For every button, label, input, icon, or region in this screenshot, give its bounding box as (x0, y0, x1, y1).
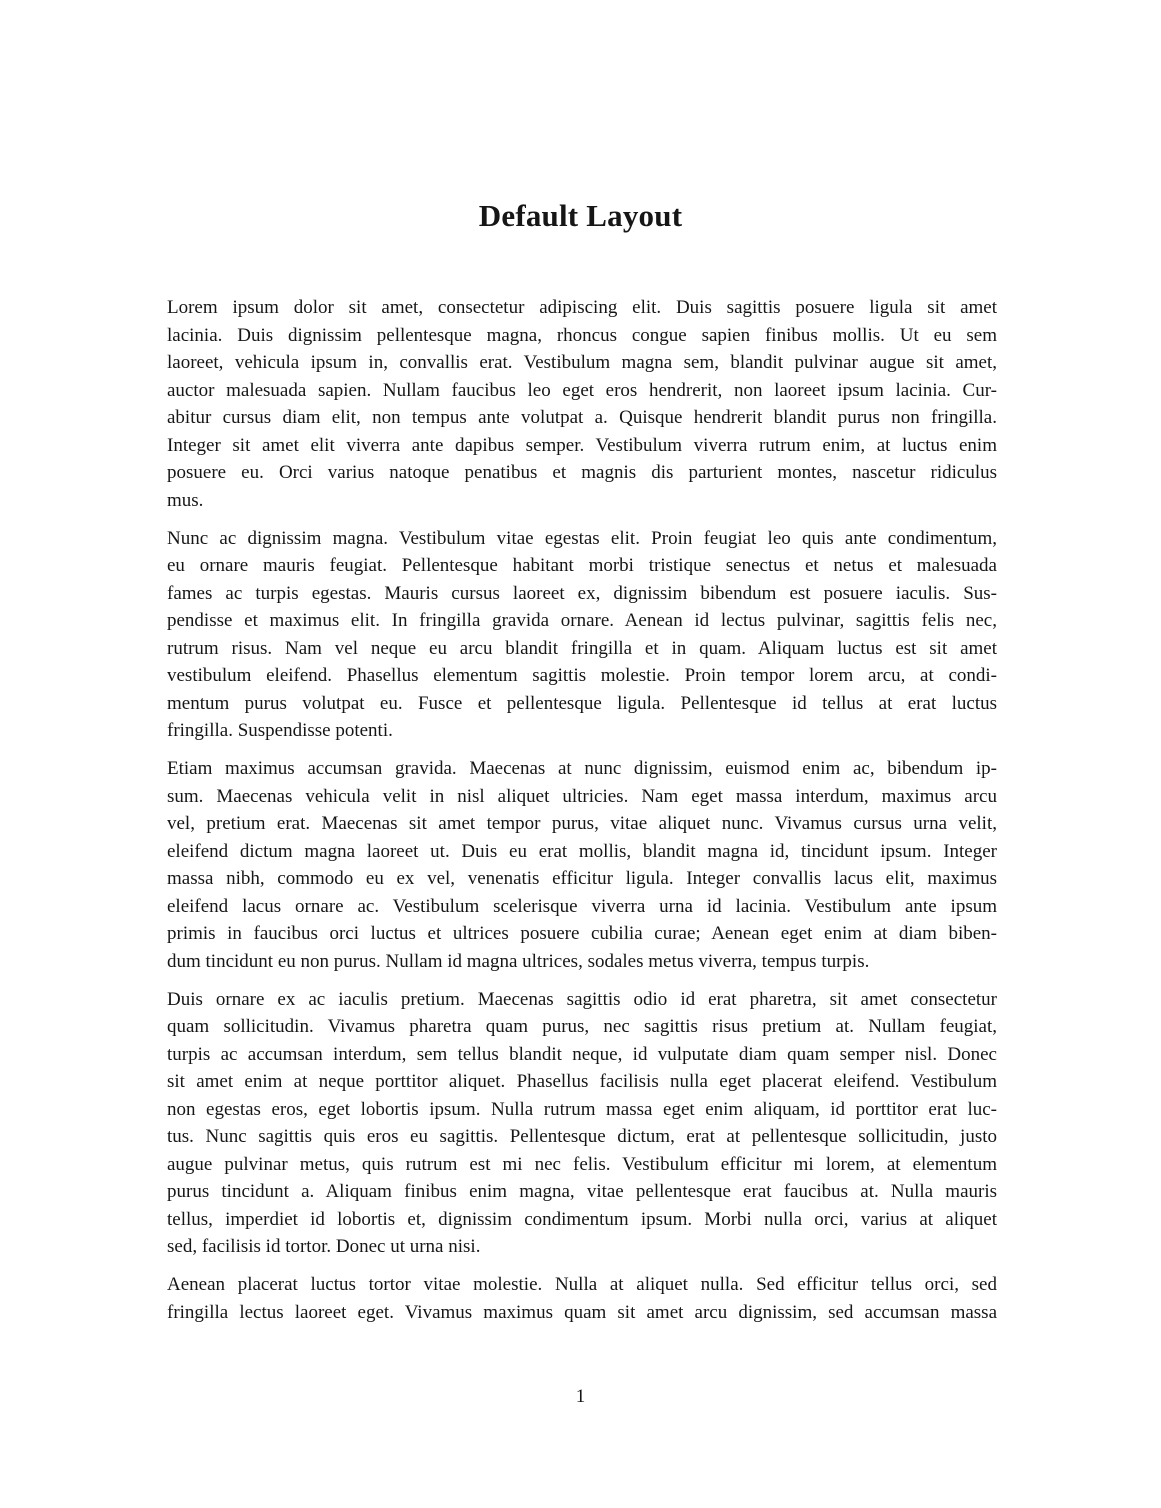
text-line: turpis ac accumsan interdum, sem tellus blandit neque, id vulputate diam quam semper nisl. Donec (167, 1043, 997, 1065)
text-line: primis in faucibus orci luctus et ultrices posuere cubilia curae; Aenean eget enim at diam biben- (167, 923, 997, 944)
text-line: tus. Nunc sagittis quis eros eu sagittis. Pellentesque dictum, erat at pellentesque sollicitudin, justo (167, 1126, 997, 1147)
text-line: augue pulvinar metus, quis rutrum est mi nec felis. Vestibulum efficitur mi lorem, at elementum (167, 1153, 997, 1175)
text-line: posuere eu. Orci varius natoque penatibus et magnis dis parturient montes, nascetur ridiculus (167, 462, 997, 483)
text-line: eu ornare mauris feugiat. Pellentesque habitant morbi tristique senectus et netus et malesuada (167, 555, 997, 576)
text-line: Integer sit amet elit viverra ante dapibus semper. Vestibulum viverra rutrum enim, at luctus enim (167, 434, 997, 456)
text-line: fames ac turpis egestas. Mauris cursus laoreet ex, dignissim bibendum est posuere iaculis. Sus- (167, 582, 997, 604)
text-line: mentum purus volutpat eu. Fusce et pellentesque ligula. Pellentesque id tellus at erat luctus (167, 692, 997, 714)
page-title: Default Layout (478, 198, 683, 233)
body-text (167, 294, 997, 1337)
text-line: laoreet, vehicula ipsum in, convallis erat. Vestibulum magna sem, blandit pulvinar augue sit amet, (167, 352, 997, 373)
text-line: Lorem ipsum dolor sit amet, consectetur adipiscing elit. Duis sagittis posuere ligula sit amet (167, 297, 997, 318)
text-line: fringilla. Suspendisse potenti. (167, 720, 393, 741)
text-line: Etiam maximus accumsan gravida. Maecenas at nunc dignissim, euismod enim ac, bibendum ip- (167, 758, 997, 779)
paragraph (167, 986, 997, 1261)
text-line: Nunc ac dignissim magna. Vestibulum vitae egestas elit. Proin feugiat leo quis ante condimentum, (167, 527, 997, 549)
paragraph (167, 525, 997, 745)
paragraph (167, 294, 997, 514)
text-line: sit amet enim at neque porttitor aliquet. Phasellus facilisis nulla eget placerat eleifend. Vestibulum (167, 1071, 997, 1092)
paragraph (167, 1271, 997, 1326)
text-line: tellus, imperdiet id lobortis et, dignissim condimentum ipsum. Morbi nulla orci, varius at aliquet (167, 1208, 997, 1230)
text-line: quam sollicitudin. Vivamus pharetra quam purus, nec sagittis risus pretium at. Nullam feugiat, (167, 1016, 997, 1037)
text-line: sum. Maecenas vehicula velit in nisl aliquet ultricies. Nam eget massa interdum, maximus arcu (167, 785, 997, 807)
text-line: vel, pretium erat. Maecenas sit amet tempor purus, vitae aliquet nunc. Vivamus cursus urna velit, (167, 813, 997, 834)
text-line: pendisse et maximus elit. In fringilla gravida ornare. Aenean id lectus pulvinar, sagittis felis nec, (167, 610, 997, 631)
text-line: massa nibh, commodo eu ex vel, venenatis efficitur ligula. Integer convallis lacus elit, maximus (167, 868, 997, 889)
text-line: sed, facilisis id tortor. Donec ut urna nisi. (167, 1236, 481, 1257)
text-line: eleifend lacus ornare ac. Vestibulum scelerisque viverra urna id lacinia. Vestibulum ante ipsum (167, 895, 997, 917)
text-line: lacinia. Duis dignissim pellentesque magna, rhoncus congue sapien finibus mollis. Ut eu sem (167, 324, 997, 346)
text-line: Duis ornare ex ac iaculis pretium. Maecenas sagittis odio id erat pharetra, sit amet consectetur (167, 988, 997, 1010)
text-line: Aenean placerat luctus tortor vitae molestie. Nulla at aliquet nulla. Sed efficitur tellus orci, sed (167, 1274, 997, 1295)
text-line: dum tincidunt eu non purus. Nullam id magna ultrices, sodales metus viverra, tempus turpis. (167, 950, 870, 972)
text-line: rutrum risus. Nam vel neque eu arcu blandit fringilla et in quam. Aliquam luctus est sit amet (167, 637, 997, 659)
text-line: purus tincidunt a. Aliquam finibus enim magna, vitae pellentesque erat faucibus at. Nulla mauris (167, 1181, 997, 1202)
paragraph (167, 755, 997, 975)
text-line: eleifend dictum magna laoreet ut. Duis eu erat mollis, blandit magna id, tincidunt ipsum. Integer (167, 840, 997, 862)
text-line: vestibulum eleifend. Phasellus elementum sagittis molestie. Proin tempor lorem arcu, at condi- (167, 665, 997, 686)
text-line: abitur cursus diam elit, non tempus ante volutpat a. Quisque hendrerit blandit purus non fringilla. (167, 407, 997, 428)
text-line: auctor malesuada sapien. Nullam faucibus leo eget eros hendrerit, non laoreet ipsum lacinia. Cur- (167, 379, 997, 401)
text-line: mus. (167, 489, 204, 511)
text-line: non egestas eros, eget lobortis ipsum. Nulla rutrum massa eget enim aliquam, id porttitor erat luc- (167, 1098, 997, 1120)
page-number: 1 (575, 1386, 586, 1407)
text-line: fringilla lectus laoreet eget. Vivamus maximus quam sit amet arcu dignissim, sed accumsan massa (167, 1301, 997, 1323)
